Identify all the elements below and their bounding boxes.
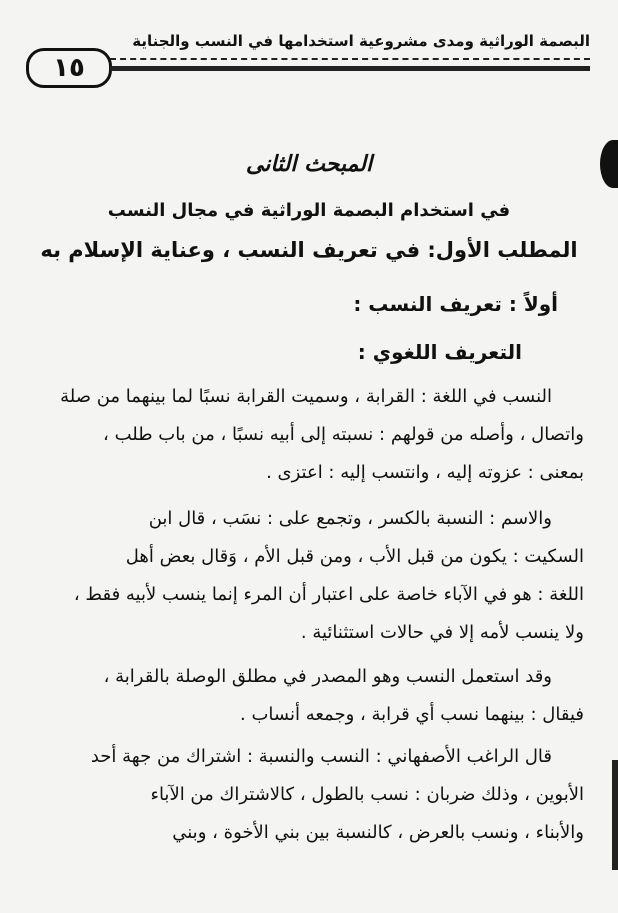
text-line: قال الراغب الأصفهاني : النسب والنسبة : اشتراك من جهة أحد	[90, 746, 552, 767]
header-dashed-rule	[110, 58, 590, 60]
text-line: بمعنى : عزوته إليه ، وانتسب إليه : اعتزى .	[266, 462, 584, 483]
text-line: فيقال : بينهما نسب أي قرابة ، وجمعه أنساب .	[240, 704, 584, 725]
chapter-title: المبحث الثانى	[245, 152, 373, 177]
text-line: والأبناء ، ونسب بالعرض ، كالنسبة بين بني الأخوة ، وبني	[172, 822, 584, 843]
chapter-subtitle: في استخدام البصمة الوراثية في مجال النسب	[107, 200, 511, 221]
text-line: الأبوين ، وذلك ضربان : نسب بالطول ، كالاشتراك من الآباء	[150, 784, 584, 805]
heading-lexical: التعريف اللغوي :	[357, 340, 522, 364]
page-number: ١٥	[53, 53, 85, 83]
text-line: اللغة : هو في الآباء خاصة على اعتبار أن المرء إنما ينسب لأبيه فقط ،	[73, 584, 584, 605]
header-thick-rule	[110, 66, 590, 71]
paragraph-1	[34, 378, 584, 492]
page-header	[18, 26, 590, 82]
text-line: ولا ينسب لأمه إلا في حالات استثنائية .	[300, 622, 584, 643]
paragraph-2	[34, 500, 584, 652]
section-title: المطلب الأول: في تعريف النسب ، وعناية الإسلام به	[40, 238, 578, 262]
running-title: البصمة الوراثية ومدى مشروعية استخدامها في النسب والجناية	[132, 32, 590, 50]
scan-edge-shadow	[612, 760, 618, 870]
page-number-badge	[26, 48, 112, 88]
paragraph-3	[34, 658, 584, 734]
text-line: النسب في اللغة : القرابة ، وسميت القرابة نسبًا لما بينهما من صلة	[60, 386, 552, 407]
text-line: واتصال ، وأصله من قولهم : نسبته إلى أبيه نسبًا ، من باب طلب ،	[103, 424, 584, 445]
text-line: السكيت : يكون من قبل الأب ، ومن قبل الأم ، وَقال بعض أهل	[125, 546, 584, 567]
text-line: وقد استعمل النسب وهو المصدر في مطلق الوصلة بالقرابة ،	[103, 666, 552, 687]
text-line: والاسم : النسبة بالكسر ، وتجمع على : نسَب ، قال ابن	[148, 508, 552, 529]
paragraph-4	[34, 738, 584, 852]
heading-first: أولاً : تعريف النسب :	[353, 292, 558, 316]
